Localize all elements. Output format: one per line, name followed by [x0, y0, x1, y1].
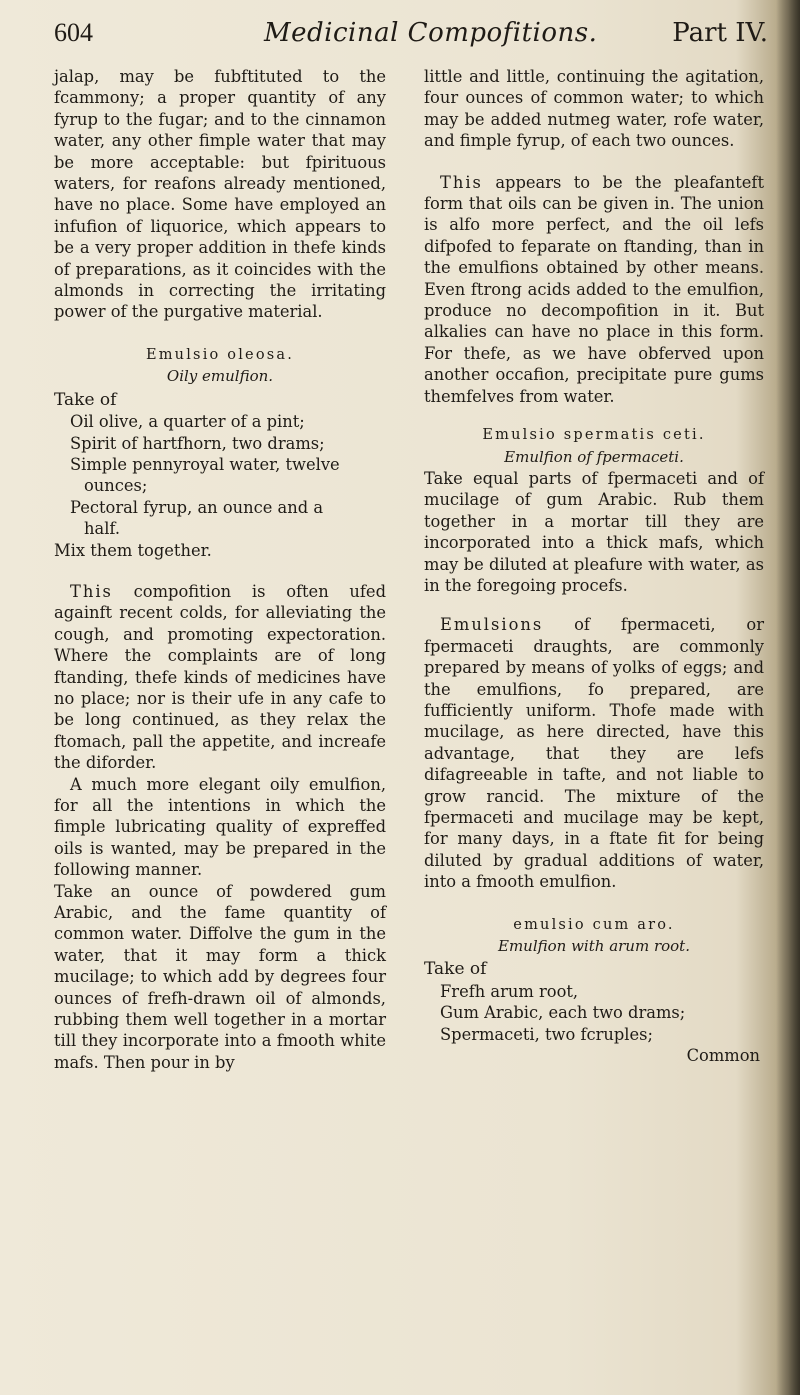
paragraph: jalap, may be fubftituted to the fcammony; a proper quantity of any fyrup to the fugar; and to the cinnamon water, any other fimple water that may be more acceptable: but fpirituous waters, for reafons already mentioned, have no place. Some have employed an infufion of liquorice, which appears to be a very proper addition in thefe kinds of preparations, as it coincides with the almonds in correcting the irritating power of the purgative material. [54, 67, 386, 322]
running-title: Medicinal Compofitions. [264, 18, 598, 48]
recipe-heading: Emulsio oleosa. [145, 346, 295, 363]
paragraph-text: appears to be the pleafanteft form that oils can be given in. The union is alfo more perfect, and the oil lefs difpofed to feparate on ftanding, than in the emulfions obtained by other means. Even ftrong acids added to the emulfion, produce no decompofition in it. But alkalies can have no place in this form. For thefe, as we have obferved upon another occafion, precipitate pure gums themfelves from water. [424, 172, 764, 406]
recipe-heading: Emulsio spermatis ceti. [482, 427, 706, 444]
ingredient-line: Spirit of hartfhorn, two drams; [70, 433, 325, 453]
left-column [54, 66, 386, 1073]
running-header [54, 14, 774, 56]
ingredient-text: Simple pennyroyal water, twelve [70, 454, 340, 474]
paragraph: little and little, continuing the agitation, four ounces of common water; to which may be added nutmeg water, rofe water, and fimple fyrup, of each two ounces. [424, 67, 764, 151]
ingredient-line [70, 454, 386, 497]
paragraph: Take an ounce of powdered gum Arabic, and the fame quantity of common water. Diffolve the gum in the water, that it may form a thick mucilage; to which add by degrees four ounces of frefh-drawn oil of almonds, rubbing them well together in a mortar till they incorporate into a fmooth white mafs. Then pour in by [54, 881, 386, 1072]
page-edge-shadow [776, 0, 800, 1395]
paragraph [54, 581, 386, 774]
recipe-subheading: Emulfion of fpermaceti. [504, 447, 684, 466]
recipe-subheading: Oily emulfion. [166, 367, 274, 386]
recipe-heading: emulsio cum aro. [513, 916, 675, 933]
ingredient-line: Frefh arum root, [440, 981, 579, 1001]
instruction-line: Mix them together. [54, 540, 212, 560]
recipe-subheading: Emulfion with arum root. [498, 937, 690, 956]
paragraph [424, 172, 764, 407]
part-label: Part IV. [672, 18, 768, 48]
paragraph-text: of fpermaceti, or fpermaceti draughts, are commonly prepared by means of yolks of eggs; and the emulfions, fo prepared, are fufficiently uniform. Thofe made with mucilage, as here directed, have this advantage, that they are lefs difagreeable in tafte, and not liable to grow rancid. The mixture of the fpermaceti and mucilage may be kept, for many days, in a ftate fit for being diluted by gradual additions of water, into a fmooth emulfion. [424, 615, 764, 892]
paragraph-text: compofition is often ufed againft recent colds, for alleviating the cough, and promoting expectoration. Where the complaints are of long ftanding, thefe kinds of medicines have no place; nor is their ufe in any cafe to be long continued, as they relax the ftomach, pall the appetite, and increafe the diforder. [54, 581, 386, 773]
take-of-label: Take of [54, 389, 117, 410]
take-of-label: Take of [424, 959, 487, 980]
lead-word: This [70, 581, 113, 601]
ingredient-continuation: ounces; [84, 476, 148, 496]
ingredient-line: Oil olive, a quarter of a pint; [70, 412, 305, 432]
right-column [424, 66, 764, 1066]
lead-word: This [440, 172, 483, 192]
ingredient-continuation: half. [84, 519, 121, 539]
ingredient-line: Spermaceti, two fcruples; [440, 1024, 653, 1044]
paragraph: A much more elegant oily emulfion, for all the intentions in which the fimple lubricating quality of expreffed oils is wanted, may be prepared in the following manner. [54, 774, 386, 880]
ingredient-line [70, 497, 386, 540]
ingredient-line: Gum Arabic, each two drams; [440, 1003, 686, 1023]
lead-word: Emulsions [440, 615, 544, 635]
page-number: 604 [54, 18, 93, 47]
catchword: Common [686, 1046, 760, 1066]
paragraph: Take equal parts of fpermaceti and of mucilage of gum Arabic. Rub them together in a mortar till they are incorporated into a thick mafs, which may be diluted at pleafure with water, as in the foregoing procefs. [424, 468, 764, 595]
paragraph [424, 614, 764, 892]
ingredient-text: Pectoral fyrup, an ounce and a [70, 497, 324, 517]
